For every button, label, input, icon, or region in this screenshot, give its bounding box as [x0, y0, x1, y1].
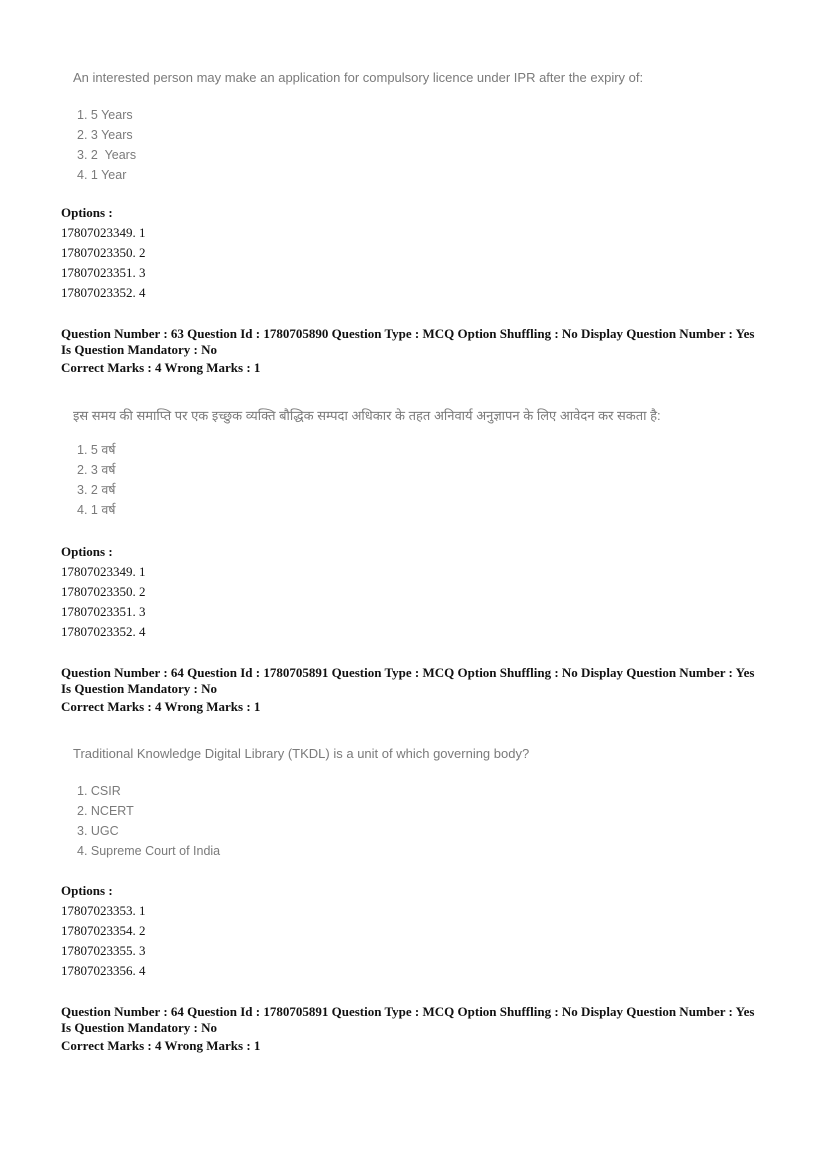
choice-list [73, 105, 643, 185]
choice-item: 4. Supreme Court of India [77, 844, 221, 858]
choice-item: 3. UGC [77, 824, 119, 838]
choice-item: 4. 1 Year [77, 168, 127, 182]
options-block [61, 881, 146, 981]
question-stem: इस समय की समाप्ति पर एक इच्छुक व्यक्ति बौद्धिक सम्पदा अधिकार के तहत अनिवार्य अनुज्ञापन के लिए आवेदन कर सकता है: [73, 408, 661, 423]
question-meta-line: Question Number : 63 Question Id : 1780705890 Question Type : MCQ Option Shuffling : No Display Question Number : Yes [61, 326, 755, 341]
choice-item: 2. 3 Years [77, 128, 133, 142]
choice-item: 3. 2 वर्ष [77, 483, 116, 497]
choice-item: 1. CSIR [77, 784, 121, 798]
options-label: Options : [61, 883, 113, 898]
option-row: 17807023349. 1 [61, 225, 146, 240]
option-row: 17807023350. 2 [61, 245, 146, 260]
choice-list [73, 440, 661, 520]
question-image-ipr-hindi [73, 406, 661, 520]
option-row: 17807023351. 3 [61, 604, 146, 619]
choice-item: 4. 1 वर्ष [77, 503, 116, 517]
choice-item: 1. 5 Years [77, 108, 133, 122]
option-row: 17807023350. 2 [61, 584, 146, 599]
mandatory-line: Is Question Mandatory : No [61, 1020, 218, 1035]
option-row: 17807023351. 3 [61, 265, 146, 280]
question-meta-line: Question Number : 64 Question Id : 1780705891 Question Type : MCQ Option Shuffling : No Display Question Number : Yes [61, 665, 755, 680]
choice-item: 2. 3 वर्ष [77, 463, 116, 477]
question-meta-line: Question Number : 64 Question Id : 1780705891 Question Type : MCQ Option Shuffling : No Display Question Number : Yes [61, 1004, 755, 1019]
marks-line: Correct Marks : 4 Wrong Marks : 1 [61, 1038, 261, 1053]
option-row: 17807023352. 4 [61, 624, 146, 639]
question-meta [61, 665, 776, 715]
choice-list [73, 781, 529, 861]
marks-line: Correct Marks : 4 Wrong Marks : 1 [61, 360, 261, 375]
question-meta [61, 1004, 776, 1054]
options-label: Options : [61, 205, 113, 220]
question-stem: An interested person may make an application for compulsory licence under IPR after the expiry of: [73, 70, 644, 85]
choice-item: 2. NCERT [77, 804, 134, 818]
option-row: 17807023349. 1 [61, 564, 146, 579]
choice-item: 3. 2 Years [77, 148, 137, 162]
option-row: 17807023352. 4 [61, 285, 146, 300]
mandatory-line: Is Question Mandatory : No [61, 342, 218, 357]
marks-line: Correct Marks : 4 Wrong Marks : 1 [61, 699, 261, 714]
option-row: 17807023356. 4 [61, 963, 146, 978]
mandatory-line: Is Question Mandatory : No [61, 681, 218, 696]
question-meta [61, 326, 776, 376]
choice-item: 1. 5 वर्ष [77, 443, 116, 457]
question-image-tkdl-english [73, 746, 529, 861]
option-row: 17807023354. 2 [61, 923, 146, 938]
options-block [61, 203, 146, 303]
option-row: 17807023355. 3 [61, 943, 146, 958]
option-row: 17807023353. 1 [61, 903, 146, 918]
question-stem: Traditional Knowledge Digital Library (TKDL) is a unit of which governing body? [73, 746, 530, 761]
options-block [61, 542, 146, 642]
question-image-ipr-english [73, 70, 643, 185]
options-label: Options : [61, 544, 113, 559]
